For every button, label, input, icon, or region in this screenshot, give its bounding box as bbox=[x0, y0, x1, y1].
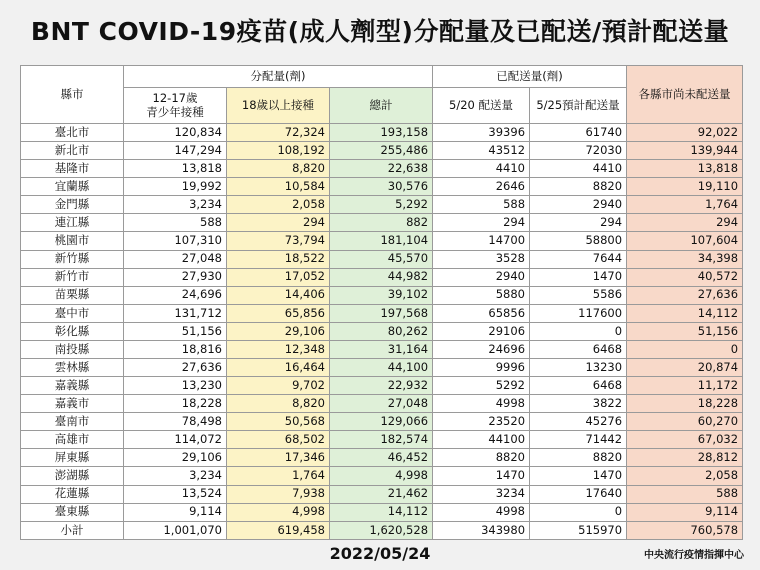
remaining-cell: 11,172 bbox=[627, 377, 743, 395]
adult-cell: 108,192 bbox=[227, 142, 330, 160]
total-cell: 22,638 bbox=[330, 160, 433, 178]
table-row bbox=[21, 340, 743, 358]
total-header: 總計 bbox=[330, 88, 433, 124]
delivery-0520-cell: 2646 bbox=[433, 178, 530, 196]
teen-cell: 1,001,070 bbox=[124, 521, 227, 539]
total-cell: 14,112 bbox=[330, 503, 433, 521]
adult-cell: 68,502 bbox=[227, 431, 330, 449]
county-header: 縣市 bbox=[21, 66, 124, 124]
delivery-0525-cell: 294 bbox=[530, 214, 627, 232]
remaining-cell: 139,944 bbox=[627, 142, 743, 160]
remaining-header: 各縣市尚未配送量 bbox=[627, 66, 743, 124]
delivery-0520-cell: 588 bbox=[433, 196, 530, 214]
table-row bbox=[21, 196, 743, 214]
county-cell: 雲林縣 bbox=[21, 359, 124, 377]
delivery-0525-cell: 2940 bbox=[530, 196, 627, 214]
total-cell: 4,998 bbox=[330, 467, 433, 485]
delivery-0520-cell: 5880 bbox=[433, 286, 530, 304]
teen-cell: 18,816 bbox=[124, 340, 227, 358]
adult-cell: 9,702 bbox=[227, 377, 330, 395]
delivery-0520-cell: 4998 bbox=[433, 395, 530, 413]
remaining-cell: 28,812 bbox=[627, 449, 743, 467]
adult-cell: 17,052 bbox=[227, 268, 330, 286]
delivery-0520-cell: 29106 bbox=[433, 322, 530, 340]
total-cell: 882 bbox=[330, 214, 433, 232]
adult-cell: 8,820 bbox=[227, 160, 330, 178]
remaining-cell: 9,114 bbox=[627, 503, 743, 521]
total-cell: 31,164 bbox=[330, 340, 433, 358]
allocation-table bbox=[20, 65, 743, 540]
total-cell: 30,576 bbox=[330, 178, 433, 196]
table-row bbox=[21, 250, 743, 268]
remaining-cell: 294 bbox=[627, 214, 743, 232]
adult-cell: 7,938 bbox=[227, 485, 330, 503]
remaining-cell: 27,636 bbox=[627, 286, 743, 304]
adult-cell: 10,584 bbox=[227, 178, 330, 196]
adult-cell: 14,406 bbox=[227, 286, 330, 304]
total-cell: 46,452 bbox=[330, 449, 433, 467]
table-row bbox=[21, 377, 743, 395]
adult-cell: 18,522 bbox=[227, 250, 330, 268]
adult-cell: 8,820 bbox=[227, 395, 330, 413]
teen-header bbox=[124, 88, 227, 124]
county-cell: 澎湖縣 bbox=[21, 467, 124, 485]
teen-header-line1: 12-17歲 bbox=[152, 91, 198, 106]
delivery-0525-cell: 6468 bbox=[530, 340, 627, 358]
delivery-0520-cell: 1470 bbox=[433, 467, 530, 485]
total-cell: 27,048 bbox=[330, 395, 433, 413]
delivery-0520-cell: 43512 bbox=[433, 142, 530, 160]
delivery-0525-cell: 13230 bbox=[530, 359, 627, 377]
adult-cell: 16,464 bbox=[227, 359, 330, 377]
delivery-0520-cell: 23520 bbox=[433, 413, 530, 431]
remaining-cell: 18,228 bbox=[627, 395, 743, 413]
delivery-0525-cell: 0 bbox=[530, 322, 627, 340]
table-row bbox=[21, 124, 743, 142]
table-row bbox=[21, 359, 743, 377]
delivery-0520-cell: 4998 bbox=[433, 503, 530, 521]
delivery-0520-cell: 24696 bbox=[433, 340, 530, 358]
total-cell: 197,568 bbox=[330, 304, 433, 322]
total-cell: 39,102 bbox=[330, 286, 433, 304]
adult-cell: 65,856 bbox=[227, 304, 330, 322]
county-cell: 連江縣 bbox=[21, 214, 124, 232]
teen-cell: 9,114 bbox=[124, 503, 227, 521]
total-cell: 255,486 bbox=[330, 142, 433, 160]
allocation-group-header: 分配量(劑) bbox=[124, 66, 433, 88]
delivery-0520-cell: 9996 bbox=[433, 359, 530, 377]
delivery-0520-cell: 2940 bbox=[433, 268, 530, 286]
table-row bbox=[21, 268, 743, 286]
teen-cell: 51,156 bbox=[124, 322, 227, 340]
allocation-table-container bbox=[20, 65, 742, 540]
teen-cell: 3,234 bbox=[124, 467, 227, 485]
county-cell: 基隆市 bbox=[21, 160, 124, 178]
delivery-0520-cell: 343980 bbox=[433, 521, 530, 539]
delivery-0525-header: 5/25預計配送量 bbox=[530, 88, 627, 124]
report-date: 2022/05/24 bbox=[329, 544, 431, 563]
teen-cell: 13,524 bbox=[124, 485, 227, 503]
remaining-cell: 0 bbox=[627, 340, 743, 358]
delivery-0520-cell: 3528 bbox=[433, 250, 530, 268]
remaining-cell: 588 bbox=[627, 485, 743, 503]
table-row bbox=[21, 214, 743, 232]
remaining-cell: 20,874 bbox=[627, 359, 743, 377]
teen-cell: 588 bbox=[124, 214, 227, 232]
total-cell: 129,066 bbox=[330, 413, 433, 431]
delivery-0520-cell: 5292 bbox=[433, 377, 530, 395]
remaining-cell: 2,058 bbox=[627, 467, 743, 485]
delivery-0525-cell: 8820 bbox=[530, 449, 627, 467]
remaining-cell: 92,022 bbox=[627, 124, 743, 142]
total-cell: 80,262 bbox=[330, 322, 433, 340]
adult-header: 18歲以上接種 bbox=[227, 88, 330, 124]
delivery-0525-cell: 4410 bbox=[530, 160, 627, 178]
delivery-0525-cell: 117600 bbox=[530, 304, 627, 322]
teen-cell: 114,072 bbox=[124, 431, 227, 449]
total-cell: 44,982 bbox=[330, 268, 433, 286]
adult-cell: 12,348 bbox=[227, 340, 330, 358]
remaining-cell: 107,604 bbox=[627, 232, 743, 250]
delivery-0520-cell: 14700 bbox=[433, 232, 530, 250]
total-cell: 45,570 bbox=[330, 250, 433, 268]
county-cell: 嘉義縣 bbox=[21, 377, 124, 395]
teen-cell: 78,498 bbox=[124, 413, 227, 431]
teen-cell: 27,636 bbox=[124, 359, 227, 377]
delivery-0525-cell: 72030 bbox=[530, 142, 627, 160]
teen-cell: 3,234 bbox=[124, 196, 227, 214]
table-row bbox=[21, 431, 743, 449]
total-cell: 193,158 bbox=[330, 124, 433, 142]
total-cell: 181,104 bbox=[330, 232, 433, 250]
table-row bbox=[21, 395, 743, 413]
county-cell: 新竹市 bbox=[21, 268, 124, 286]
table-row bbox=[21, 413, 743, 431]
remaining-cell: 40,572 bbox=[627, 268, 743, 286]
delivered-group-header: 已配送量(劑) bbox=[433, 66, 627, 88]
teen-cell: 147,294 bbox=[124, 142, 227, 160]
adult-cell: 29,106 bbox=[227, 322, 330, 340]
table-row bbox=[21, 449, 743, 467]
county-cell: 高雄市 bbox=[21, 431, 124, 449]
county-cell: 臺北市 bbox=[21, 124, 124, 142]
adult-cell: 73,794 bbox=[227, 232, 330, 250]
total-cell: 182,574 bbox=[330, 431, 433, 449]
table-row bbox=[21, 160, 743, 178]
delivery-0525-cell: 0 bbox=[530, 503, 627, 521]
teen-cell: 120,834 bbox=[124, 124, 227, 142]
county-cell: 花蓮縣 bbox=[21, 485, 124, 503]
delivery-0525-cell: 515970 bbox=[530, 521, 627, 539]
table-row bbox=[21, 178, 743, 196]
adult-cell: 50,568 bbox=[227, 413, 330, 431]
adult-cell: 619,458 bbox=[227, 521, 330, 539]
table-body bbox=[21, 124, 743, 540]
table-row bbox=[21, 322, 743, 340]
county-cell: 苗栗縣 bbox=[21, 286, 124, 304]
teen-cell: 29,106 bbox=[124, 449, 227, 467]
delivery-0520-cell: 44100 bbox=[433, 431, 530, 449]
page-title: BNT COVID-19疫苗(成人劑型)分配量及已配送/預計配送量 bbox=[30, 17, 730, 46]
remaining-cell: 13,818 bbox=[627, 160, 743, 178]
teen-header-line2: 青少年接種 bbox=[146, 104, 204, 119]
teen-cell: 107,310 bbox=[124, 232, 227, 250]
delivery-0525-cell: 7644 bbox=[530, 250, 627, 268]
county-cell: 彰化縣 bbox=[21, 322, 124, 340]
teen-cell: 19,992 bbox=[124, 178, 227, 196]
county-cell: 新竹縣 bbox=[21, 250, 124, 268]
delivery-0520-cell: 4410 bbox=[433, 160, 530, 178]
delivery-0525-cell: 1470 bbox=[530, 467, 627, 485]
adult-cell: 1,764 bbox=[227, 467, 330, 485]
table-row bbox=[21, 142, 743, 160]
table-row bbox=[21, 503, 743, 521]
delivery-0525-cell: 5586 bbox=[530, 286, 627, 304]
county-cell: 臺南市 bbox=[21, 413, 124, 431]
total-cell: 1,620,528 bbox=[330, 521, 433, 539]
total-cell: 21,462 bbox=[330, 485, 433, 503]
remaining-cell: 14,112 bbox=[627, 304, 743, 322]
subtotal-row bbox=[21, 521, 743, 539]
remaining-cell: 1,764 bbox=[627, 196, 743, 214]
county-cell: 臺中市 bbox=[21, 304, 124, 322]
table-row bbox=[21, 485, 743, 503]
source-organization: 中央流行疫情指揮中心 bbox=[644, 550, 744, 561]
total-cell: 22,932 bbox=[330, 377, 433, 395]
delivery-0525-cell: 58800 bbox=[530, 232, 627, 250]
county-cell: 臺東縣 bbox=[21, 503, 124, 521]
delivery-0525-cell: 1470 bbox=[530, 268, 627, 286]
county-cell: 嘉義市 bbox=[21, 395, 124, 413]
delivery-0520-cell: 3234 bbox=[433, 485, 530, 503]
remaining-cell: 51,156 bbox=[627, 322, 743, 340]
county-cell: 小計 bbox=[21, 521, 124, 539]
delivery-0525-cell: 71442 bbox=[530, 431, 627, 449]
delivery-0520-cell: 294 bbox=[433, 214, 530, 232]
teen-cell: 27,930 bbox=[124, 268, 227, 286]
county-cell: 南投縣 bbox=[21, 340, 124, 358]
county-cell: 宜蘭縣 bbox=[21, 178, 124, 196]
remaining-cell: 60,270 bbox=[627, 413, 743, 431]
adult-cell: 294 bbox=[227, 214, 330, 232]
teen-cell: 18,228 bbox=[124, 395, 227, 413]
delivery-0525-cell: 6468 bbox=[530, 377, 627, 395]
delivery-0520-cell: 8820 bbox=[433, 449, 530, 467]
delivery-0520-cell: 65856 bbox=[433, 304, 530, 322]
teen-cell: 13,230 bbox=[124, 377, 227, 395]
table-row bbox=[21, 467, 743, 485]
table-row bbox=[21, 286, 743, 304]
teen-cell: 13,818 bbox=[124, 160, 227, 178]
adult-cell: 2,058 bbox=[227, 196, 330, 214]
adult-cell: 4,998 bbox=[227, 503, 330, 521]
teen-cell: 27,048 bbox=[124, 250, 227, 268]
delivery-0525-cell: 61740 bbox=[530, 124, 627, 142]
adult-cell: 17,346 bbox=[227, 449, 330, 467]
table-row bbox=[21, 304, 743, 322]
delivery-0525-cell: 8820 bbox=[530, 178, 627, 196]
total-cell: 5,292 bbox=[330, 196, 433, 214]
teen-cell: 131,712 bbox=[124, 304, 227, 322]
teen-cell: 24,696 bbox=[124, 286, 227, 304]
remaining-cell: 67,032 bbox=[627, 431, 743, 449]
adult-cell: 72,324 bbox=[227, 124, 330, 142]
remaining-cell: 19,110 bbox=[627, 178, 743, 196]
delivery-0520-header: 5/20 配送量 bbox=[433, 88, 530, 124]
remaining-cell: 34,398 bbox=[627, 250, 743, 268]
table-row bbox=[21, 232, 743, 250]
delivery-0520-cell: 39396 bbox=[433, 124, 530, 142]
delivery-0525-cell: 45276 bbox=[530, 413, 627, 431]
county-cell: 金門縣 bbox=[21, 196, 124, 214]
county-cell: 屏東縣 bbox=[21, 449, 124, 467]
total-cell: 44,100 bbox=[330, 359, 433, 377]
delivery-0525-cell: 3822 bbox=[530, 395, 627, 413]
county-cell: 新北市 bbox=[21, 142, 124, 160]
remaining-cell: 760,578 bbox=[627, 521, 743, 539]
county-cell: 桃園市 bbox=[21, 232, 124, 250]
delivery-0525-cell: 17640 bbox=[530, 485, 627, 503]
